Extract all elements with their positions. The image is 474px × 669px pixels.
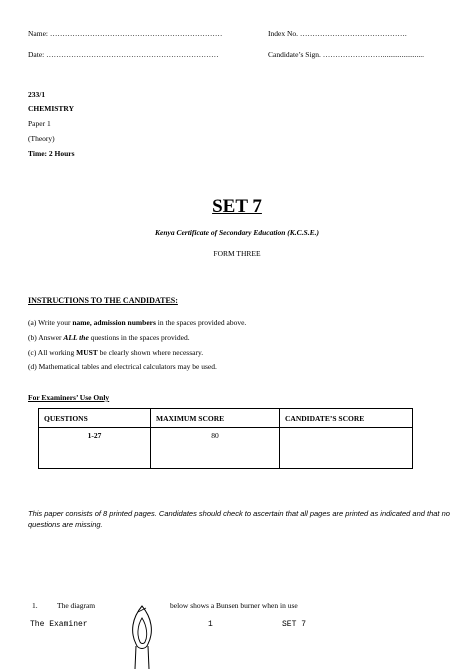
instruction-c-rest: be clearly shown where necessary. <box>97 348 204 357</box>
index-field-label: Index No. ……………………………………. <box>268 29 407 38</box>
subject: CHEMISTRY <box>28 104 74 113</box>
signature-field-label: Candidate’s Sign. ……………………...................... <box>268 50 425 59</box>
examiners-heading: For Examiners’ Use Only <box>28 393 110 402</box>
exam-time: Time: 2 Hours <box>28 149 75 158</box>
paper-number: Paper 1 <box>28 119 51 128</box>
date-field-label: Date: …………………………………………………………… <box>28 50 219 59</box>
instructions-heading: INSTRUCTIONS TO THE CANDIDATES: <box>28 296 178 305</box>
instruction-a-rest: in the spaces provided above. <box>155 318 247 327</box>
col-candidate-score: CANDIDATE’S SCORE <box>280 409 413 428</box>
score-table-header <box>39 409 413 428</box>
cell-questions: 1-27 <box>39 428 151 469</box>
question-number: 1. <box>32 601 38 610</box>
instruction-b-emph: ALL the <box>63 333 89 342</box>
form-level: FORM THREE <box>213 249 261 258</box>
cell-max-score: 80 <box>151 428 280 469</box>
instruction-c-bold: MUST <box>76 348 98 357</box>
footer-examiner: The Examiner <box>30 620 88 629</box>
instruction-a-text: (a) Write your <box>28 318 73 327</box>
question-text-start: The diagram <box>57 601 96 610</box>
page-title: SET 7 <box>212 196 262 217</box>
exam-name: Kenya Certificate of Secondary Education (K.C.S.E.) <box>155 228 319 237</box>
instruction-c <box>28 348 203 357</box>
footer-set: SET 7 <box>282 620 307 629</box>
col-max-score: MAXIMUM SCORE <box>151 409 280 428</box>
instruction-c-text: (c) All working <box>28 348 77 357</box>
instruction-b-text: (b) Answer <box>28 333 64 342</box>
instruction-a <box>28 318 246 327</box>
instruction-d: (d) Mathematical tables and electrical calculators may be used. <box>28 362 217 371</box>
instruction-b <box>28 333 190 342</box>
page-count-note: This paper consists of 8 printed pages. Candidates should check to ascertain that all pages are printed as indicated and that no questions are missing. <box>28 509 450 529</box>
instruction-b-rest: questions in the spaces provided. <box>88 333 190 342</box>
col-questions: QUESTIONS <box>39 409 151 428</box>
paper-kind: (Theory) <box>28 134 55 143</box>
footer-page-number: 1 <box>208 620 213 629</box>
score-table <box>38 408 413 469</box>
instruction-a-bold: name, admission numbers <box>72 318 156 327</box>
bunsen-burner-diagram <box>120 604 164 669</box>
cell-candidate-score[interactable] <box>280 428 413 469</box>
paper-code: 233/1 <box>28 90 46 99</box>
question-text-end: below shows a Bunsen burner when in use <box>170 601 298 610</box>
name-field-label: Name: …………………………………………………………… <box>28 29 223 38</box>
table-row <box>39 428 413 469</box>
